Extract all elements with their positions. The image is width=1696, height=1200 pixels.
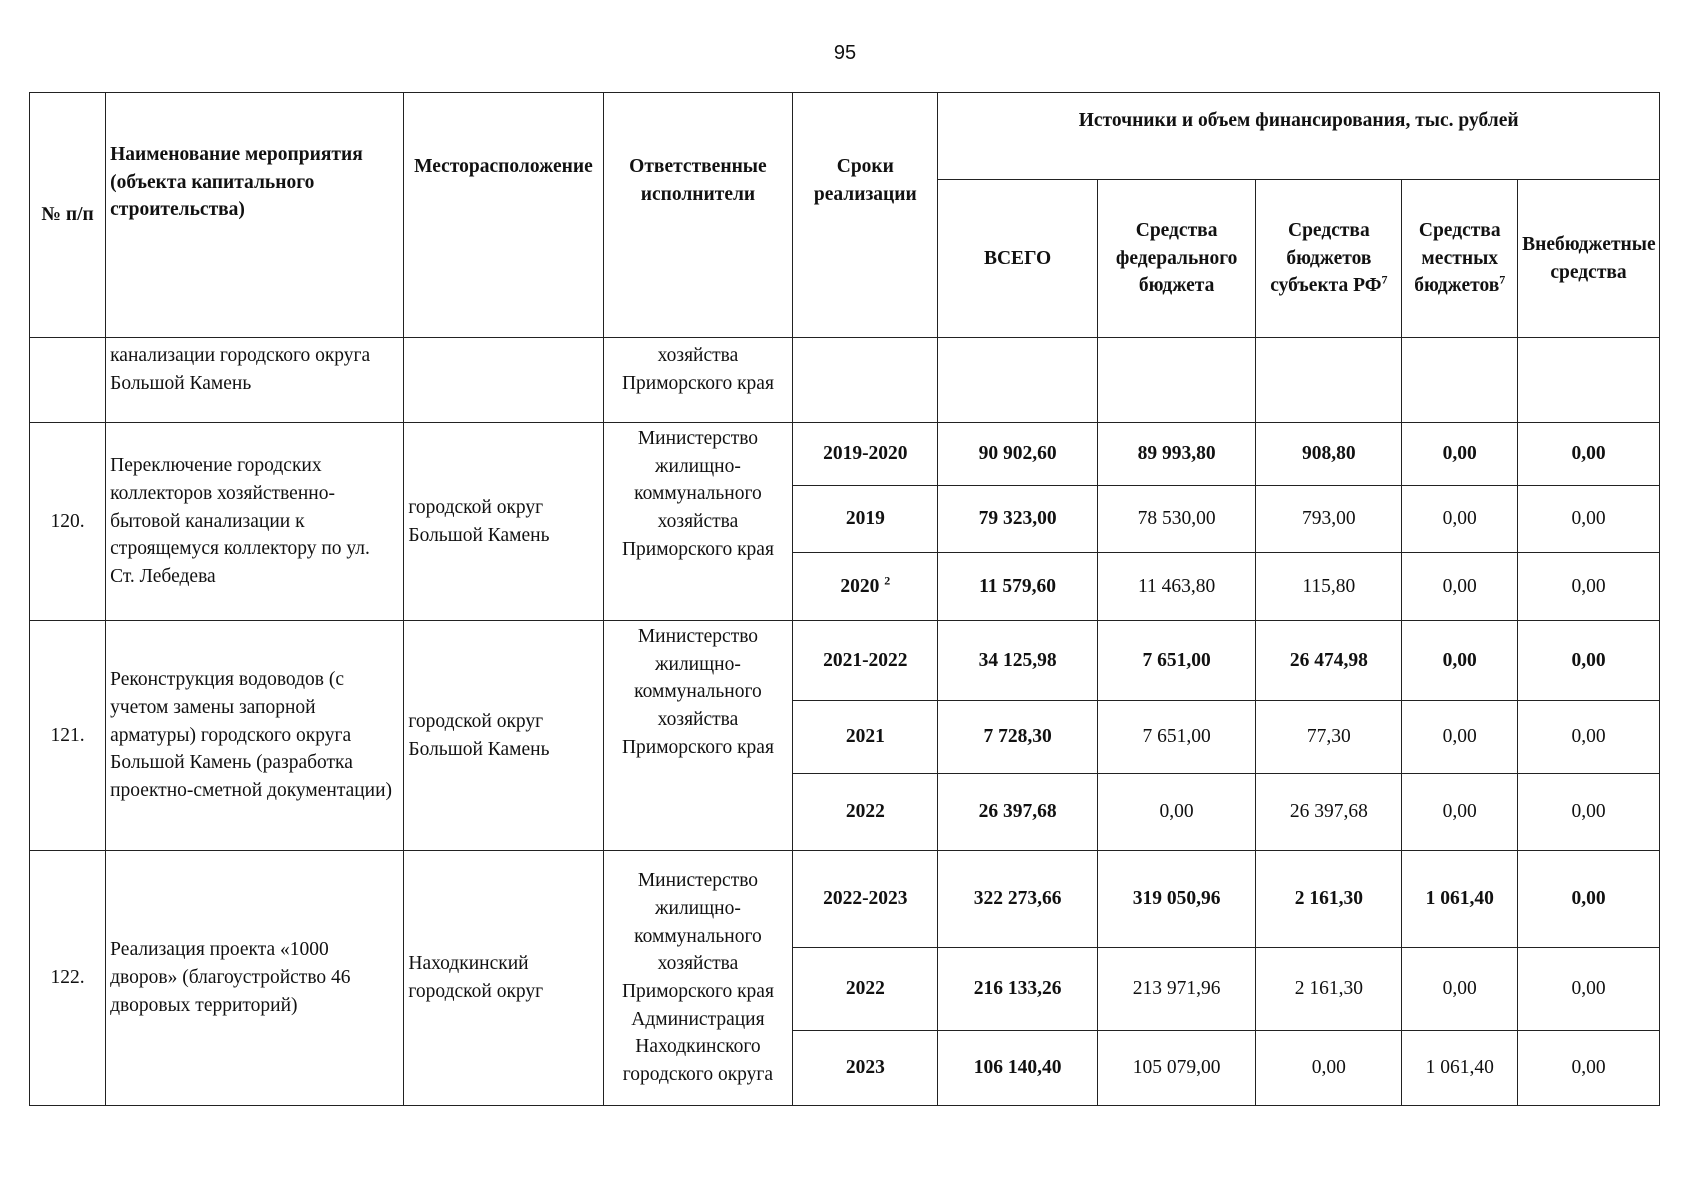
table-header: [30, 93, 1660, 338]
row-location: городской округ Большой Камень: [404, 423, 603, 621]
extra-cell: 0,00: [1518, 774, 1660, 851]
period-label: 2020: [840, 575, 880, 597]
continuation-federal: [1097, 338, 1256, 423]
regional-cell: 793,00: [1256, 486, 1402, 553]
row-num: 121.: [30, 621, 106, 851]
row-responsible: Министерство жилищно-коммунального хозяйства Приморского края Администрация Находкинского городского округа: [603, 851, 793, 1106]
extra-cell: 0,00: [1518, 948, 1660, 1031]
header-extra: Внебюджетные средства: [1518, 180, 1660, 338]
total-cell: 106 140,40: [938, 1031, 1098, 1106]
regional-cell: 2 161,30: [1256, 851, 1402, 948]
period-cell: 2023: [793, 1031, 938, 1106]
total-cell: 7 728,30: [938, 701, 1098, 774]
header-row-1: [30, 93, 1660, 180]
row-responsible: Министерство жилищно-коммунального хозяйства Приморского края: [603, 423, 793, 621]
header-total: ВСЕГО: [938, 180, 1098, 338]
regional-cell: 0,00: [1256, 1031, 1402, 1106]
federal-cell: 11 463,80: [1097, 553, 1256, 621]
period-cell: 2019-2020: [793, 423, 938, 486]
row-name: Реконструкция водоводов (с учетом замены запорной арматуры) городского округа Большой Камень (разработка проектно-сметной документации): [106, 621, 404, 851]
continuation-regional: [1256, 338, 1402, 423]
federal-cell: 319 050,96: [1097, 851, 1256, 948]
header-responsible: Ответственные исполнители: [603, 93, 793, 338]
total-cell: 216 133,26: [938, 948, 1098, 1031]
local-cell: 0,00: [1402, 423, 1518, 486]
period-cell: 2022: [793, 774, 938, 851]
header-federal: Средства федерального бюджета: [1097, 180, 1256, 338]
regional-cell: 2 161,30: [1256, 948, 1402, 1031]
continuation-location: [404, 338, 603, 423]
header-num: № п/п: [30, 93, 106, 338]
header-location: Месторасположение: [404, 93, 603, 338]
row-name: Реализация проекта «1000 дворов» (благоустройство 46 дворовых территорий): [106, 851, 404, 1106]
local-cell: 1 061,40: [1402, 851, 1518, 948]
period-cell: 2021: [793, 701, 938, 774]
total-cell: 90 902,60: [938, 423, 1098, 486]
total-cell: 322 273,66: [938, 851, 1098, 948]
table-row: [30, 423, 1660, 486]
regional-cell: 26 474,98: [1256, 621, 1402, 701]
row-location: Находкинский городской округ: [404, 851, 603, 1106]
header-regional-label: Средства бюджетов субъекта РФ: [1270, 219, 1382, 297]
local-cell: 0,00: [1402, 553, 1518, 621]
local-cell: 0,00: [1402, 621, 1518, 701]
federal-cell: 7 651,00: [1097, 621, 1256, 701]
header-regional: [1256, 180, 1402, 338]
regional-cell: 26 397,68: [1256, 774, 1402, 851]
row-name: Переключение городских коллекторов хозяйственно-бытовой канализации к строящемуся коллектору по ул. Ст. Лебедева: [106, 423, 404, 621]
table-body: [30, 338, 1660, 1106]
continuation-responsible: хозяйства Приморского края: [603, 338, 793, 423]
regional-cell: 908,80: [1256, 423, 1402, 486]
row-responsible: Министерство жилищно-коммунального хозяйства Приморского края: [603, 621, 793, 851]
continuation-num: [30, 338, 106, 423]
header-name: Наименование мероприятия (объекта капитального строительства): [106, 93, 404, 338]
total-cell: 11 579,60: [938, 553, 1098, 621]
continuation-local: [1402, 338, 1518, 423]
row-num: 120.: [30, 423, 106, 621]
local-cell: 0,00: [1402, 774, 1518, 851]
continuation-name: канализации городского округа Большой Камень: [106, 338, 404, 423]
regional-cell: 115,80: [1256, 553, 1402, 621]
continuation-extra: [1518, 338, 1660, 423]
extra-cell: 0,00: [1518, 423, 1660, 486]
local-cell: 0,00: [1402, 486, 1518, 553]
header-local-note: 7: [1499, 272, 1506, 287]
period-cell: 2021-2022: [793, 621, 938, 701]
total-cell: 34 125,98: [938, 621, 1098, 701]
continuation-total: [938, 338, 1098, 423]
total-cell: 79 323,00: [938, 486, 1098, 553]
extra-cell: 0,00: [1518, 553, 1660, 621]
federal-cell: 89 993,80: [1097, 423, 1256, 486]
header-regional-note: 7: [1381, 272, 1388, 287]
continuation-row: [30, 338, 1660, 423]
header-sources: Источники и объем финансирования, тыс. рублей: [938, 93, 1660, 180]
period-cell: 2022: [793, 948, 938, 1031]
table-row: [30, 851, 1660, 948]
federal-cell: 7 651,00: [1097, 701, 1256, 774]
extra-cell: 0,00: [1518, 486, 1660, 553]
period-note: 2: [884, 573, 891, 588]
regional-cell: 77,30: [1256, 701, 1402, 774]
federal-cell: 105 079,00: [1097, 1031, 1256, 1106]
extra-cell: 0,00: [1518, 1031, 1660, 1106]
financing-table: [29, 92, 1660, 1106]
extra-cell: 0,00: [1518, 851, 1660, 948]
header-local-label: Средства местных бюджетов: [1414, 219, 1501, 297]
header-period: Сроки реализации: [793, 93, 938, 338]
federal-cell: 78 530,00: [1097, 486, 1256, 553]
period-cell: 2019: [793, 486, 938, 553]
federal-cell: 213 971,96: [1097, 948, 1256, 1031]
extra-cell: 0,00: [1518, 621, 1660, 701]
row-num: 122.: [30, 851, 106, 1106]
extra-cell: 0,00: [1518, 701, 1660, 774]
total-cell: 26 397,68: [938, 774, 1098, 851]
local-cell: 0,00: [1402, 701, 1518, 774]
row-location: городской округ Большой Камень: [404, 621, 603, 851]
continuation-period: [793, 338, 938, 423]
header-local: [1402, 180, 1518, 338]
table-row: [30, 621, 1660, 701]
period-cell: [793, 553, 938, 621]
local-cell: 0,00: [1402, 948, 1518, 1031]
local-cell: 1 061,40: [1402, 1031, 1518, 1106]
federal-cell: 0,00: [1097, 774, 1256, 851]
page-number: 95: [833, 42, 857, 64]
period-cell: 2022-2023: [793, 851, 938, 948]
